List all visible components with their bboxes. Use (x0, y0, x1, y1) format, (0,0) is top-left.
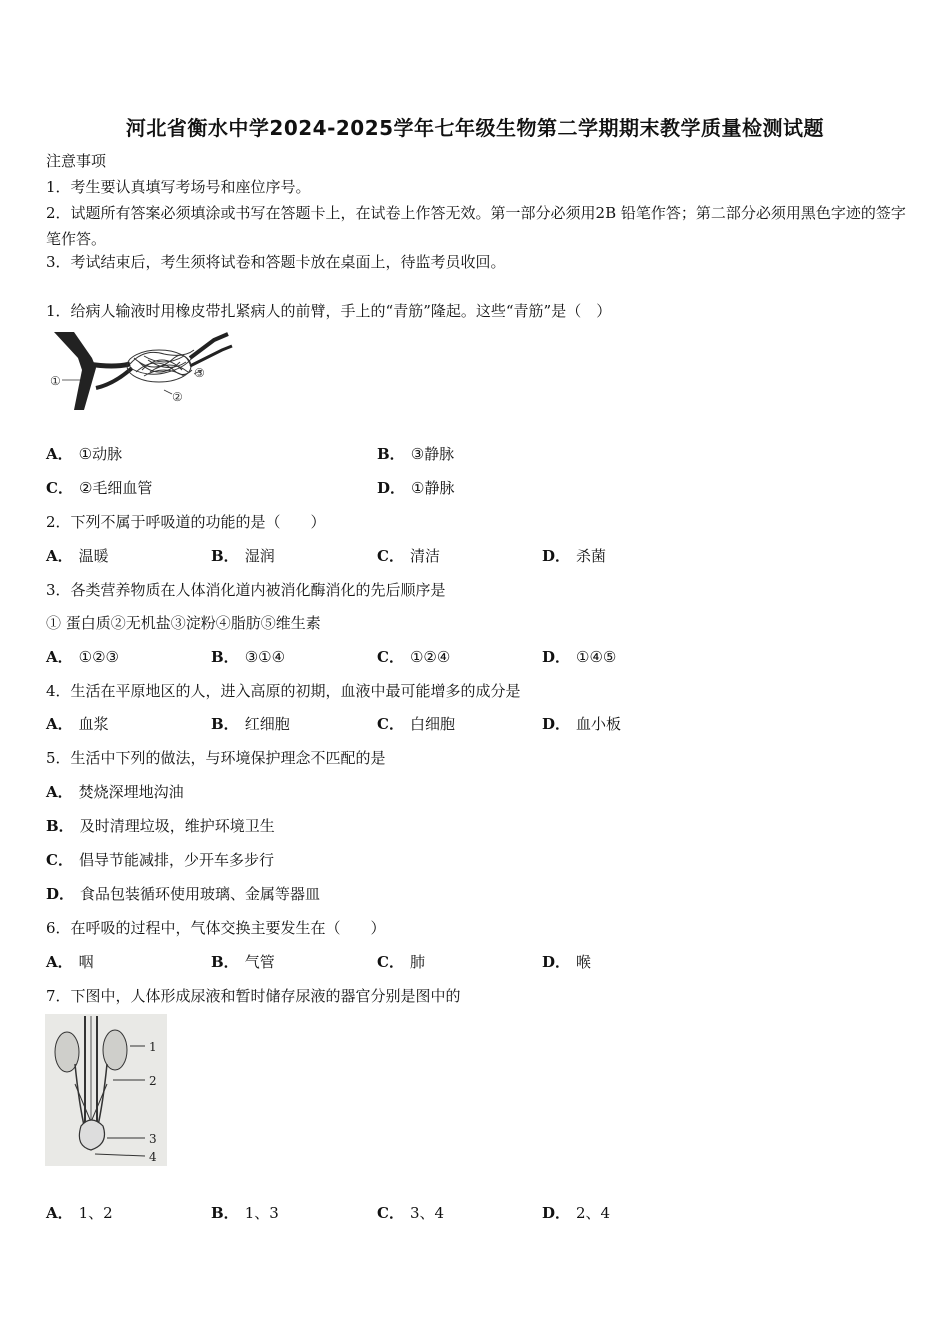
fig-label-1: ① (50, 374, 61, 388)
question-2-stem: 2．下列不属于呼吸道的功能的是（ ） (46, 513, 326, 531)
option-d: D． ①④⑤ (542, 648, 617, 666)
question-3-sub: ① 蛋白质②无机盐③淀粉④脂肪⑤维生素 (46, 614, 321, 632)
question-4-stem: 4．生活在平原地区的人，进入高原的初期，血液中最可能增多的成分是 (46, 682, 521, 700)
option-b: B． ③静脉 (377, 445, 455, 463)
page-title: 河北省衡水中学2024-2025学年七年级生物第二学期期末教学质量检测试题 (125, 116, 825, 140)
fig-label-3: ③ (194, 366, 205, 380)
question-3-stem: 3．各类营养物质在人体消化道内被消化酶消化的先后顺序是 (46, 581, 446, 599)
option-d: D． 喉 (542, 953, 592, 971)
notice-heading: 注意事项 (46, 152, 107, 170)
urinary-system-figure (45, 1014, 167, 1166)
fig-label-2: 2 (149, 1074, 157, 1088)
option-c: C． 3、4 (377, 1204, 445, 1222)
option-b: B． 1、3 (211, 1204, 279, 1222)
option-a: A． ①动脉 (46, 445, 123, 463)
option-d: D． 杀菌 (542, 547, 607, 565)
fig-label-4: 4 (149, 1150, 157, 1164)
option-b: B． 及时清理垃圾，维护环境卫生 (46, 817, 275, 835)
option-d: D． 血小板 (542, 715, 622, 733)
option-c: C． ①②④ (377, 648, 451, 666)
notice-item: 2．试题所有答案必须填涂或书写在答题卡上，在试卷上作答无效。第一部分必须用2B 铅笔作答；第二部分必须用黑色字迹的签字笔作答。 (46, 204, 906, 248)
option-b: B． 湿润 (211, 547, 275, 565)
option-a: A． 血浆 (46, 715, 109, 733)
fig-label-3: 3 (149, 1132, 157, 1146)
question-6-stem: 6．在呼吸的过程中，气体交换主要发生在（ ） (46, 919, 386, 937)
blood-vessel-figure (44, 328, 234, 414)
fig-label-2: ② (172, 390, 183, 404)
option-c: C． 肺 (377, 953, 425, 971)
option-a: A． ①②③ (46, 648, 119, 666)
option-b: B． 气管 (211, 953, 275, 971)
option-d: D． 食品包装循环使用玻璃、金属等器皿 (46, 885, 321, 903)
option-c: C． ②毛细血管 (46, 479, 153, 497)
option-a: A． 温暖 (46, 547, 109, 565)
option-b: B． ③①④ (211, 648, 286, 666)
option-a: A． 咽 (46, 953, 94, 971)
option-b: B． 红细胞 (211, 715, 290, 733)
option-a: A． 焚烧深埋地沟油 (46, 783, 184, 801)
option-c: C． 倡导节能减排，少开车多步行 (46, 851, 274, 869)
option-d: D． ①静脉 (377, 479, 455, 497)
question-1-stem: 1．给病人输液时用橡皮带扎紧病人的前臂，手上的“青筋”隆起。这些“青筋”是（ ） (46, 302, 612, 320)
question-7-stem: 7．下图中，人体形成尿液和暂时储存尿液的器官分别是图中的 (46, 987, 461, 1005)
option-c: C． 白细胞 (377, 715, 455, 733)
fig-label-1: 1 (149, 1040, 157, 1054)
question-5-stem: 5．生活中下列的做法，与环境保护理念不匹配的是 (46, 749, 386, 767)
option-c: C． 清洁 (377, 547, 440, 565)
option-d: D． 2、4 (542, 1204, 611, 1222)
option-a: A． 1、2 (46, 1204, 113, 1222)
notice-item: 1．考生要认真填写考场号和座位序号。 (46, 178, 311, 196)
notice-item: 3．考试结束后，考生须将试卷和答题卡放在桌面上，待监考员收回。 (46, 253, 506, 271)
